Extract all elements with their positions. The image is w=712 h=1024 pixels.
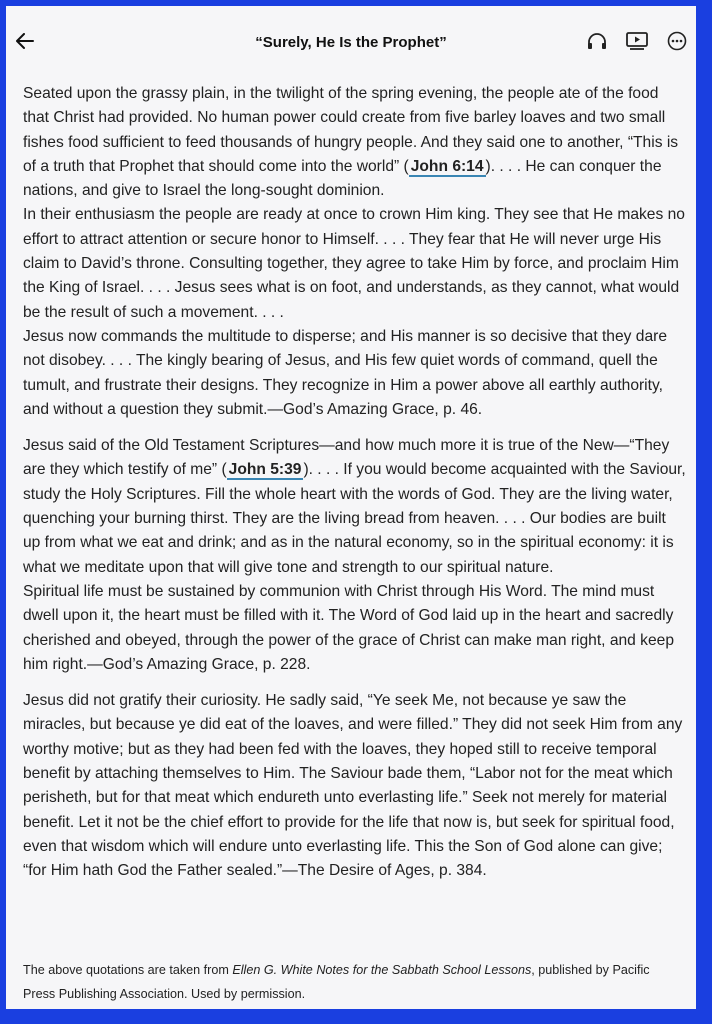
paragraph-5: Spiritual life must be sustained by communion with Christ through His Word. The mind must dwell upon it, the heart must be filled with it. The Word of God laid up in the heart and sacredly cherished and obeyed, through the power of the grace of Christ can make man right, and keep him right.—God’s Amazing Grace, p. 228. [23,582,675,673]
more-options-button[interactable] [666,30,688,52]
more-options-icon [667,31,687,51]
back-arrow-icon [16,33,34,49]
play-video-icon [626,32,648,50]
scripture-link-john-5-39[interactable]: John 5:39 [228,461,302,479]
page-title: “Surely, He Is the Prophet” [255,34,447,51]
toolbar-actions [586,30,688,52]
listen-button[interactable] [586,30,608,52]
paragraph-6: Jesus did not gratify their curiosity. He sadly said, “Ye seek Me, not because ye saw the miracles, but because ye did eat of the loaves, and were filled.” They did not seek Him from any worthy motive; but as they had been fed with the loaves, they hoped still to receive temporal benefit by attaching themselves to Him. The Saviour bade them, “Labor not for the meat which perisheth, but for that meat which endureth unto everlasting life.” Seek not merely for material benefit. Let it not be the chief effort to provide for the life that now is, but seek for spiritual food, even that wisdom which will endure unto everlasting life. This the Son of God alone can give; “for Him hath God the Father sealed.”—The Desire of Ages, p. 384. [23,692,683,880]
reader-frame [6,6,696,1009]
attribution-footer: The above quotations are taken from Ellen G. White Notes for the Sabbath School Lessons, published by Pacific Press Publishing Association. Used by permission. [23,963,650,1001]
video-button[interactable] [626,30,648,52]
paragraph-2: In their enthusiasm the people are ready at once to crown Him king. They see that He makes no effort to attract attention or secure honor to Himself. . . . They fear that He will never urge His claim to David’s throne. Consulting together, they agree to take Him by force, and proclaim Him the King of Israel. . . . Jesus sees what is on foot, and understands, as they cannot, what would be the result of such a movement. . . . [23,206,685,321]
paragraph-1: Seated upon the grassy plain, in the twilight of the spring evening, the people ate of the food that Christ had provided. No human power could create from five barley loaves and two small fishes food sufficient to feed thousands of hungry people. And they said one to another, “This is of a truth that Prophet that should come into the world” ( John 6:14 ). . . . He can conquer the nations, and give to Israel the long-sought dominion. [23,85,679,200]
top-bar [6,6,696,66]
paragraph-4: Jesus said of the Old Testament Scriptures—and how much more it is true of the New—“They are they which testify of me” ( John 5:39 ). . . . If you would become acquainted with the Saviour, study the Holy Scriptures. Fill the whole heart with the words of God. They are the living water, quenching your burning thirst. They are the living bread from heaven. . . . Our bodies are built up from what we eat and drink; and as in the natural economy, so in the spiritual economy: it is what we meditate upon that will give tone and strength to our spiritual nature. [23,437,686,576]
paragraph-3: Jesus now commands the multitude to disperse; and His manner is so decisive that they dare not disobey. . . . The kingly bearing of Jesus, and His few quiet words of command, quell the tumult, and frustrate their designs. They recognize in Him a power above all earthly authority, and without a question they submit.—God’s Amazing Grace, p. 46. [23,327,667,418]
book-title: Ellen G. White Notes for the Sabbath School Lessons [232,963,532,977]
scripture-link-john-6-14[interactable]: John 6:14 [410,157,484,175]
lesson-content [23,82,687,884]
back-button[interactable] [14,30,36,52]
headphones-icon [587,32,607,50]
